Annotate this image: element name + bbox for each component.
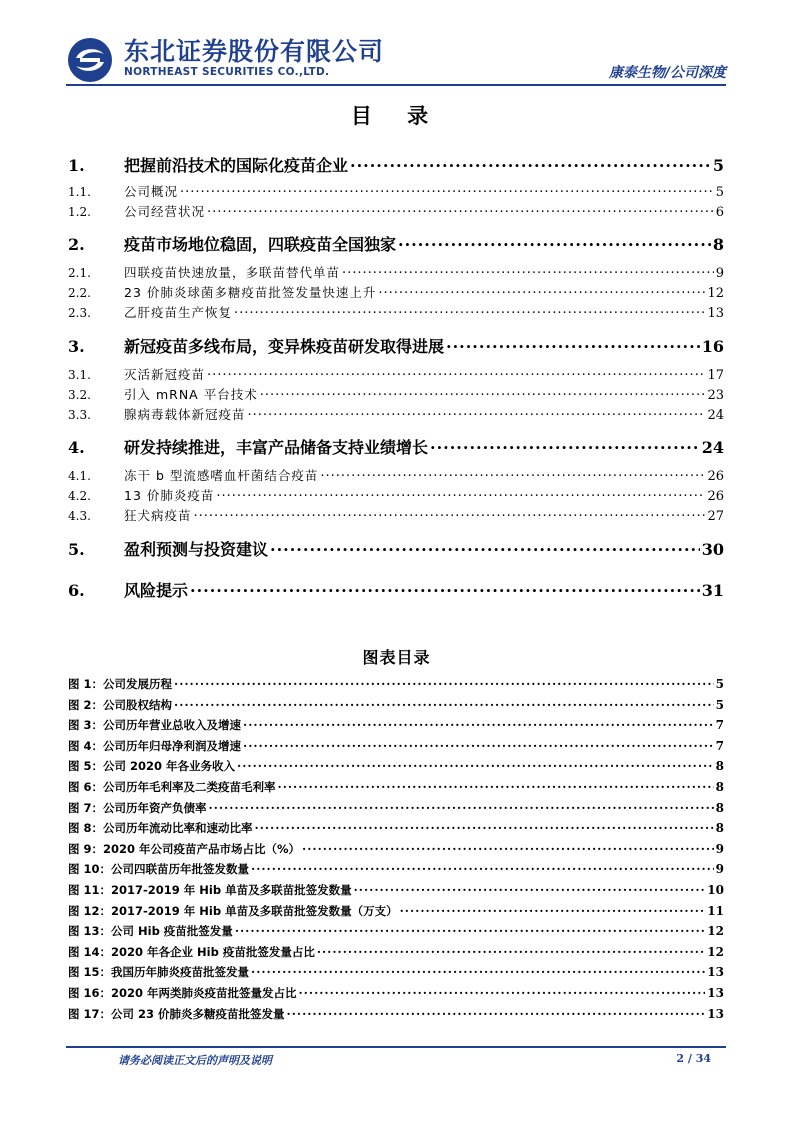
toc-entry-page: 24	[707, 408, 724, 423]
toc-section-entry[interactable]	[68, 153, 724, 176]
toc-entry-label: 灭活新冠疫苗	[124, 367, 206, 382]
toc-entry-number: 2.1.	[68, 266, 91, 280]
toc-entry-page: 9	[715, 266, 724, 281]
toc-entry-number: 4.2.	[68, 489, 91, 503]
toc-entry-label: 疫苗市场地位稳固，四联疫苗全国独家	[124, 235, 397, 254]
figure-leader-dots	[237, 758, 714, 770]
figure-list-entry[interactable]	[68, 944, 724, 960]
figure-leader-dots	[299, 985, 706, 997]
toc-entry-label: 四联疫苗快速放量，多联苗替代单苗	[124, 265, 341, 280]
toc-entry-number: 1.2.	[68, 205, 91, 219]
toc-subsection-entry[interactable]	[68, 303, 724, 321]
figure-entry-page: 9	[715, 841, 724, 856]
toc-title: 目 录	[350, 104, 443, 128]
figure-entry-label: 图 7：公司历年资产负债率	[68, 800, 207, 815]
toc-leader-dots	[260, 386, 706, 399]
figure-entry-label: 图 4：公司历年归母净利润及增速	[68, 738, 242, 753]
toc-leader-dots	[207, 203, 714, 216]
toc-subsection-entry[interactable]	[68, 202, 724, 220]
company-name-en: NORTHEAST SECURITIES CO.,LTD.	[124, 66, 330, 78]
toc-entry-page: 17	[707, 368, 724, 383]
toc-entry-page: 16	[701, 337, 724, 356]
company-name-cn: 东北证券股份有限公司	[124, 37, 385, 66]
figure-entry-label: 图 8：公司历年流动比率和速动比率	[68, 821, 253, 836]
toc-entry-number: 2.	[68, 235, 85, 254]
figure-entry-page: 13	[707, 965, 724, 980]
toc-entry-label: 13 价肺炎疫苗	[124, 488, 215, 503]
toc-subsection-entry[interactable]	[68, 385, 724, 403]
toc-subsection-entry[interactable]	[68, 486, 724, 504]
toc-section-entry[interactable]	[68, 334, 724, 357]
toc-subsection-entry[interactable]	[68, 365, 724, 383]
toc-section-entry[interactable]	[68, 578, 724, 601]
figure-entry-page: 11	[707, 903, 724, 918]
figure-leader-dots	[209, 800, 714, 812]
toc-subsection-entry[interactable]	[68, 263, 724, 281]
toc-entry-number: 5.	[68, 540, 85, 559]
toc-entry-page: 27	[707, 509, 724, 524]
toc-entry-number: 1.1.	[68, 185, 91, 199]
toc-subsection-entry[interactable]	[68, 283, 724, 301]
footer-divider	[66, 1046, 726, 1048]
toc-leader-dots	[430, 437, 700, 453]
toc-leader-dots	[180, 183, 714, 196]
toc-entry-label: 乙肝疫苗生产恢复	[124, 305, 233, 320]
figure-leader-dots	[235, 923, 705, 935]
figure-list-entry[interactable]	[68, 738, 724, 754]
toc-leader-dots	[234, 304, 705, 317]
figure-entry-label: 图 9：2020 年公司疫苗产品市场占比（%）	[68, 841, 301, 856]
toc-entry-page: 6	[715, 205, 724, 220]
figure-entry-page: 5	[715, 677, 724, 691]
toc-entry-number: 4.3.	[68, 509, 91, 523]
figure-entry-label: 图 5：公司 2020 年各业务收入	[68, 759, 236, 774]
figure-list-entry[interactable]	[68, 676, 724, 692]
toc-leader-dots	[320, 467, 705, 480]
header-divider	[66, 84, 726, 86]
figure-entry-label: 图 15：我国历年肺炎疫苗批签发量	[68, 965, 250, 980]
figure-entry-page: 13	[707, 986, 724, 1000]
figure-list-entry[interactable]	[68, 717, 724, 733]
figure-entry-label: 图 12：2017-2019 年 Hib 单苗及多联苗批签发数量（万支）	[68, 903, 398, 918]
company-logo-icon	[66, 36, 114, 84]
figure-leader-dots	[278, 779, 714, 791]
figure-list-entry[interactable]	[68, 758, 724, 774]
toc-section-entry[interactable]	[68, 232, 724, 255]
toc-entry-number: 3.	[68, 337, 85, 356]
toc-section-entry[interactable]	[68, 435, 724, 458]
figure-leader-dots	[174, 697, 714, 709]
figure-entry-label: 图 10：公司四联苗历年批签发数量	[68, 862, 250, 877]
figure-leader-dots	[174, 676, 714, 688]
toc-entry-number: 6.	[68, 581, 85, 600]
figure-list-entry[interactable]	[68, 697, 724, 713]
figure-entry-page: 7	[715, 738, 724, 753]
toc-entry-page: 26	[707, 489, 724, 504]
toc-entry-label: 狂犬病疫苗	[124, 508, 192, 523]
figures-title: 图表目录	[362, 648, 431, 667]
figure-entry-page: 8	[715, 759, 724, 774]
toc-leader-dots	[378, 284, 705, 297]
toc-entry-page: 23	[707, 388, 724, 403]
toc-entry-label: 23 价肺炎球菌多糖疫苗批签发量快速上升	[124, 285, 377, 300]
figure-entry-label: 图 11：2017-2019 年 Hib 单苗及多联苗批签发数量	[68, 883, 352, 897]
figure-entry-label: 图 1：公司发展历程	[68, 677, 173, 691]
footer-disclaimer: 请务必阅读正文后的声明及说明	[118, 1054, 272, 1067]
figure-leader-dots	[287, 1006, 706, 1018]
toc-leader-dots	[248, 406, 706, 419]
toc-entry-page: 8	[712, 235, 724, 254]
toc-entry-number: 2.2.	[68, 286, 91, 300]
figure-entry-label: 图 3：公司历年营业总收入及增速	[68, 718, 242, 733]
figure-entry-page: 5	[715, 697, 724, 712]
figure-list-entry[interactable]	[68, 964, 724, 980]
toc-entry-label: 新冠疫苗多线布局，变异株疫苗研发取得进展	[124, 337, 445, 356]
figure-list-entry[interactable]	[68, 882, 724, 898]
figure-entry-label: 图 6：公司历年毛利率及二类疫苗毛利率	[68, 780, 276, 794]
toc-subsection-entry[interactable]	[68, 405, 724, 423]
toc-entry-number: 3.1.	[68, 368, 91, 382]
figure-list-entry[interactable]	[68, 820, 724, 836]
figure-entry-page: 8	[715, 821, 724, 836]
toc-section-entry[interactable]	[68, 537, 724, 560]
toc-entry-page: 24	[701, 438, 724, 457]
figure-entry-label: 图 14：2020 年各企业 Hib 疫苗批签发量占比	[68, 944, 315, 959]
toc-entry-number: 4.1.	[68, 469, 91, 483]
figure-leader-dots	[317, 944, 705, 956]
figure-entry-page: 8	[715, 800, 724, 815]
figure-list-entry[interactable]	[68, 923, 724, 939]
figure-list-entry[interactable]	[68, 1006, 724, 1022]
figure-entry-label: 图 2：公司股权结构	[68, 697, 173, 712]
toc-entry-page: 30	[701, 540, 724, 559]
toc-leader-dots	[216, 487, 705, 500]
toc-entry-label: 公司概况	[124, 184, 179, 199]
figure-leader-dots	[302, 841, 714, 853]
toc-entry-label: 研发持续推进，丰富产品储备支持业绩增长	[124, 438, 429, 457]
toc-entry-number: 2.3.	[68, 306, 91, 320]
figure-entry-label: 图 16：2020 年两类肺炎疫苗批签量发占比	[68, 986, 297, 1000]
toc-leader-dots	[342, 264, 714, 277]
toc-entry-page: 12	[707, 286, 724, 301]
figure-entry-page: 13	[707, 1006, 724, 1021]
toc-leader-dots	[207, 366, 705, 379]
figure-entry-page: 8	[715, 780, 724, 794]
figure-entry-page: 9	[715, 862, 724, 877]
figure-list-entry[interactable]	[68, 779, 724, 795]
toc-entry-number: 4.	[68, 438, 85, 457]
toc-entry-page: 5	[712, 156, 724, 175]
figure-entry-label: 图 13：公司 Hib 疫苗批签发量	[68, 924, 233, 939]
toc-entry-number: 3.3.	[68, 408, 91, 422]
figure-list-entry[interactable]	[68, 985, 724, 1001]
toc-leader-dots	[350, 155, 711, 171]
figure-leader-dots	[400, 903, 706, 915]
toc-entry-page: 13	[707, 306, 724, 321]
figure-entry-page: 12	[707, 944, 724, 959]
figure-entry-page: 10	[707, 883, 724, 897]
toc-leader-dots	[270, 539, 700, 555]
figure-list-entry[interactable]	[68, 861, 724, 877]
toc-entry-label: 风险提示	[124, 581, 189, 600]
toc-entry-label: 引入 mRNA 平台技术	[124, 387, 258, 402]
figure-leader-dots	[243, 738, 714, 750]
figure-entry-page: 7	[715, 718, 724, 733]
figure-list-entry[interactable]	[68, 841, 724, 857]
figure-list-entry[interactable]	[68, 903, 724, 919]
toc-leader-dots	[398, 234, 711, 250]
figure-entry-page: 12	[707, 924, 724, 939]
toc-entry-number: 3.2.	[68, 388, 91, 402]
toc-leader-dots	[194, 507, 706, 520]
figure-leader-dots	[251, 964, 705, 976]
toc-entry-label: 把握前沿技术的国际化疫苗企业	[124, 156, 349, 175]
figure-leader-dots	[251, 861, 714, 873]
figure-leader-dots	[354, 882, 706, 894]
toc-subsection-entry[interactable]	[68, 182, 724, 200]
page-number: 2 / 34	[676, 1052, 711, 1065]
toc-leader-dots	[190, 580, 700, 596]
figure-entry-label: 图 17：公司 23 价肺炎多糖疫苗批签发量	[68, 1006, 285, 1021]
toc-subsection-entry[interactable]	[68, 466, 724, 484]
toc-entry-number: 1.	[68, 156, 85, 175]
toc-entry-page: 31	[701, 581, 724, 600]
toc-entry-label: 盈利预测与投资建议	[124, 540, 269, 559]
figure-list-entry[interactable]	[68, 800, 724, 816]
report-tag: 康泰生物/公司深度	[608, 65, 726, 81]
figure-leader-dots	[243, 717, 714, 729]
figure-leader-dots	[255, 820, 714, 832]
page-header	[66, 32, 726, 82]
toc-entry-page: 26	[707, 469, 724, 484]
toc-subsection-entry[interactable]	[68, 506, 724, 524]
toc-entry-page: 5	[715, 185, 724, 200]
toc-entry-label: 冻干 b 型流感嗜血杆菌结合疫苗	[124, 468, 319, 483]
toc-entry-label: 腺病毒载体新冠疫苗	[124, 407, 246, 422]
toc-entry-label: 公司经营状况	[124, 204, 206, 219]
toc-leader-dots	[446, 336, 700, 352]
